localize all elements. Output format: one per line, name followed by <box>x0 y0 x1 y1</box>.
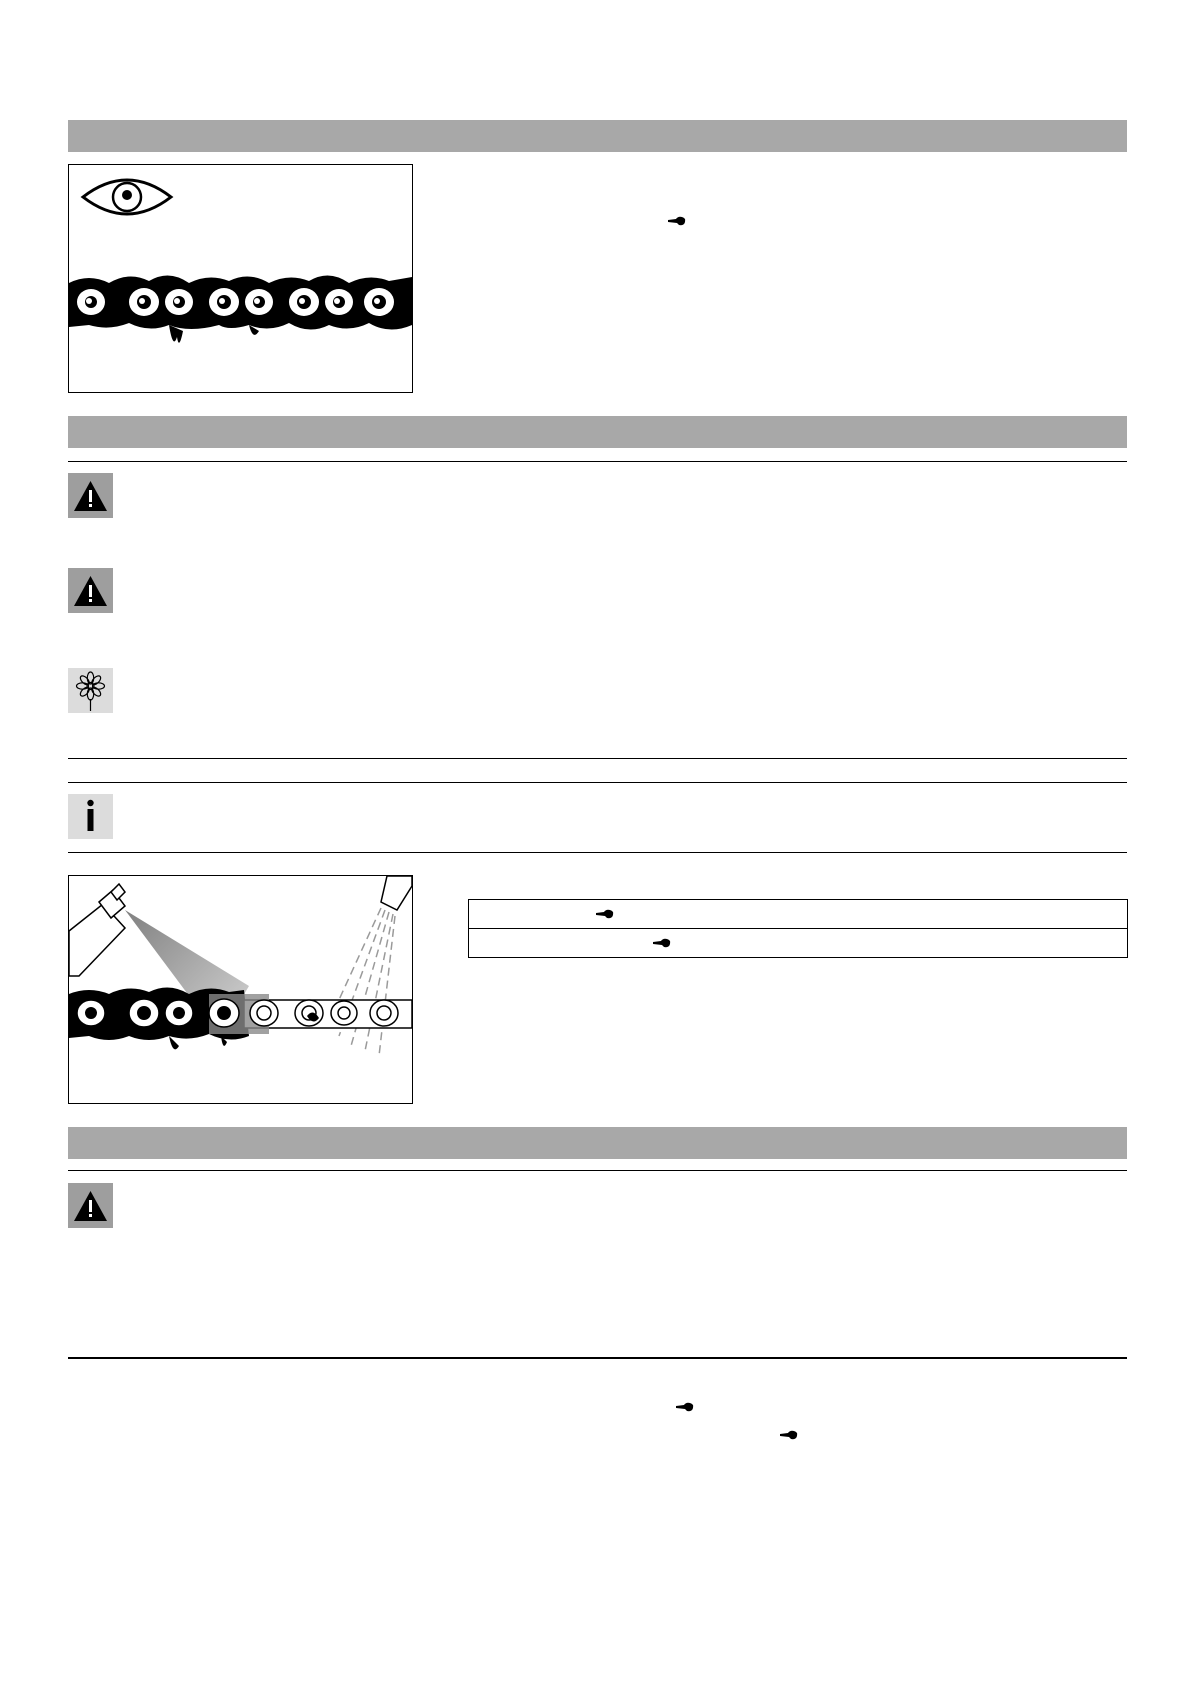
divider <box>68 461 1127 462</box>
info-icon <box>68 794 113 839</box>
chain-check-figure <box>68 164 413 393</box>
divider <box>68 782 1127 783</box>
divider <box>68 758 1127 759</box>
divider <box>68 852 1127 853</box>
section-header-bar <box>68 416 1127 448</box>
dirty-chain <box>69 275 412 342</box>
warning-triangle-icon <box>68 568 113 613</box>
warning-triangle-icon <box>68 1183 113 1228</box>
section-header-bar <box>68 1127 1127 1159</box>
table-cell <box>469 900 1128 929</box>
table-row <box>469 929 1128 958</box>
table-cell <box>469 929 1128 958</box>
flower-icon <box>68 668 113 713</box>
divider <box>68 1170 1127 1171</box>
spray-can <box>69 884 125 976</box>
warning-triangle-icon <box>68 473 113 518</box>
pointer-hand-icon <box>653 938 671 948</box>
water-hose <box>381 876 412 910</box>
eye-icon <box>83 180 171 214</box>
pointer-hand-icon <box>780 1430 798 1440</box>
pointer-hand-icon <box>668 216 686 226</box>
chain-cleaning-figure <box>68 875 413 1104</box>
pointer-hand-icon <box>676 1402 694 1412</box>
table-row <box>469 900 1128 929</box>
section-header-bar <box>68 120 1127 152</box>
chain <box>69 987 412 1049</box>
pointer-hand-icon <box>596 909 614 919</box>
divider <box>68 1357 1127 1359</box>
reference-table <box>468 899 1128 958</box>
